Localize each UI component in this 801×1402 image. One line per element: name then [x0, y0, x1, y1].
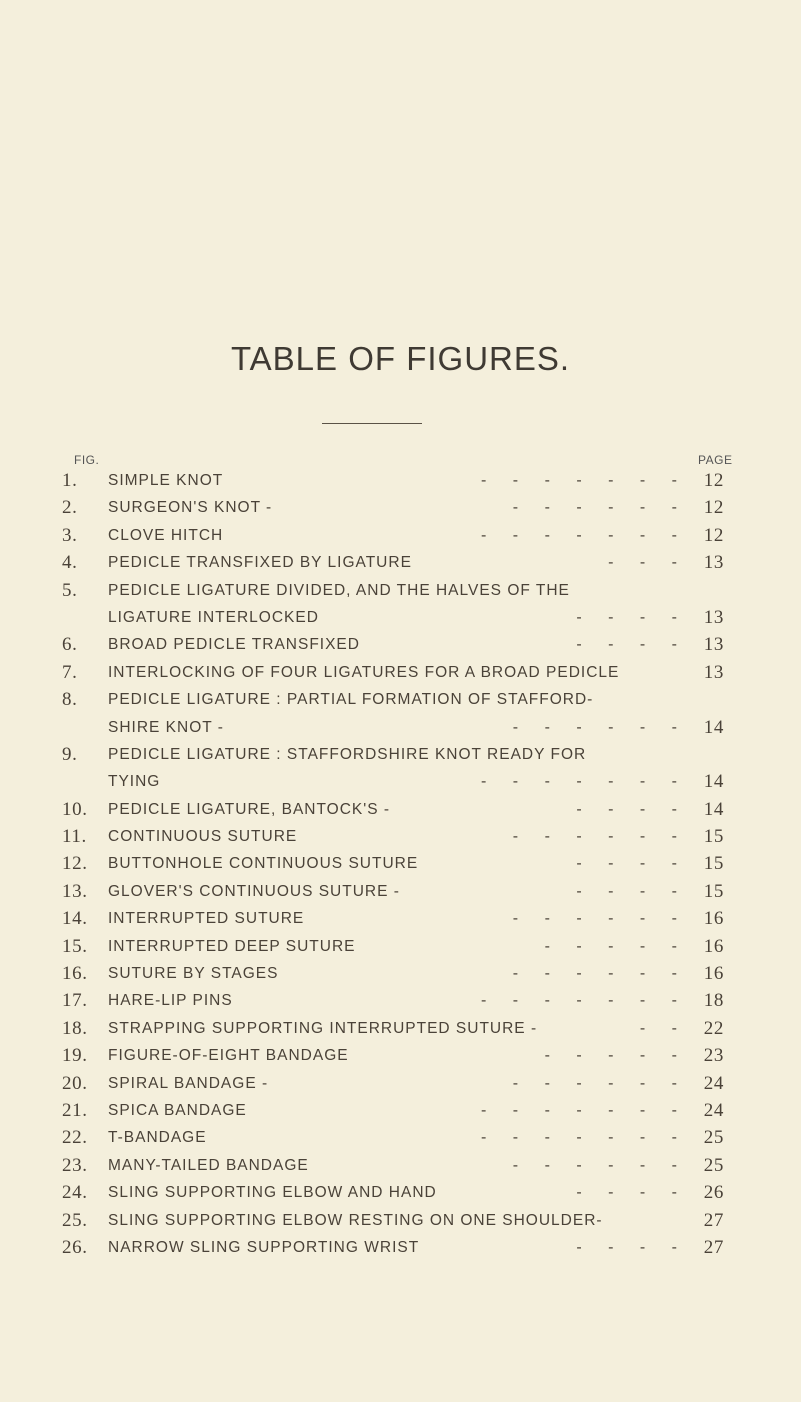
page-number: 18 [703, 990, 724, 1012]
figure-number: 21. [62, 1099, 88, 1121]
page-title: TABLE OF FIGURES. [230, 340, 571, 377]
page-number: 25 [703, 1154, 724, 1176]
figure-number: 9. [62, 743, 78, 765]
figure-caption: LIGATURE INTERLOCKED [108, 608, 319, 626]
figure-number: 13. [62, 880, 88, 902]
figure-caption: SURGEON'S KNOT - [108, 499, 273, 517]
page-number: 12 [703, 470, 724, 491]
dot-leader: - - - - - - [512, 965, 677, 983]
page-number: 14 [703, 798, 724, 820]
dot-leader: - - [639, 1019, 677, 1037]
figure-caption: MANY-TAILED BANDAGE [108, 1156, 309, 1174]
figure-caption: SIMPLE KNOT [108, 472, 224, 489]
page-number: 12 [703, 524, 724, 546]
dot-leader: - - - - - [544, 937, 677, 955]
figure-entry-line [0, 604, 801, 631]
figure-number: 3. [62, 524, 78, 546]
figure-entry-line [0, 522, 801, 549]
dot-leader: - - - - - - [512, 1156, 677, 1174]
page-number: 27 [703, 1236, 724, 1258]
figure-caption: HARE-LIP PINS [108, 992, 233, 1010]
figure-entry-line [0, 549, 801, 576]
figure-number: 1. [62, 470, 78, 491]
figure-number: 15. [62, 935, 88, 957]
figure-caption: SLING SUPPORTING ELBOW RESTING ON ONE SHOULDER- [108, 1211, 603, 1229]
figure-number: 14. [62, 908, 88, 930]
figure-number: 22. [62, 1127, 88, 1149]
figure-caption: PEDICLE LIGATURE : STAFFORDSHIRE KNOT READY FOR [108, 745, 587, 763]
page-number: 24 [703, 1099, 724, 1121]
page-number: 14 [703, 771, 724, 793]
figure-number: 23. [62, 1154, 88, 1176]
figure-entry-line [0, 796, 801, 823]
figure-caption: PEDICLE LIGATURE, BANTOCK'S - [108, 800, 391, 818]
dot-leader: - - - - - - [512, 718, 677, 736]
dot-leader: - - - - [576, 608, 677, 626]
dot-leader: - - - - - [544, 1047, 677, 1065]
figure-caption: PEDICLE LIGATURE : PARTIAL FORMATION OF STAFFORD- [108, 691, 594, 709]
figure-caption: PEDICLE TRANSFIXED BY LIGATURE [108, 554, 412, 572]
figure-caption: SLING SUPPORTING ELBOW AND HAND [108, 1184, 437, 1202]
page-number: 23 [703, 1045, 724, 1067]
dot-leader: - - - - [576, 1238, 677, 1256]
page-number: 27 [703, 1209, 724, 1231]
dot-leader: - - - - - - - [481, 1129, 677, 1147]
figure-caption: BROAD PEDICLE TRANSFIXED [108, 636, 360, 654]
dot-leader: - - - [608, 554, 677, 572]
figure-entry-line [0, 1042, 801, 1069]
figure-entry-line [0, 768, 801, 795]
figure-entry-line [0, 960, 801, 987]
figure-entry-line [0, 1124, 801, 1151]
dot-leader: - - - - - - [512, 499, 677, 517]
figure-number: 11. [62, 826, 87, 848]
figure-number: 26. [62, 1236, 88, 1258]
figure-entry-line [0, 987, 801, 1014]
figure-caption: BUTTONHOLE CONTINUOUS SUTURE [108, 855, 419, 873]
figure-entry-line [0, 823, 801, 850]
figure-entry-line [0, 741, 801, 768]
figure-entry-line [0, 631, 801, 658]
figure-entry-line [0, 1234, 801, 1261]
dot-leader: - - - - [576, 800, 677, 818]
fig-column-header: FIG. [74, 453, 100, 467]
figure-entry-line [0, 850, 801, 877]
figure-entry-line [0, 467, 801, 494]
page-number: 13 [703, 661, 724, 683]
page-number: 15 [703, 853, 724, 875]
figure-entry-line [0, 1097, 801, 1124]
page-number: 16 [703, 908, 724, 930]
figure-entry-line [0, 1015, 801, 1042]
figure-entry-line [0, 1070, 801, 1097]
figure-number: 16. [62, 963, 88, 985]
dot-leader: - - - - - - - [481, 992, 677, 1010]
figure-caption: STRAPPING SUPPORTING INTERRUPTED SUTURE - [108, 1019, 538, 1037]
figure-number: 5. [62, 579, 78, 601]
figure-caption: FIGURE-OF-EIGHT BANDAGE [108, 1047, 349, 1065]
figure-entry-line [0, 686, 801, 713]
page-number: 13 [703, 606, 724, 628]
dot-leader: - - - - [576, 636, 677, 654]
page-number: 12 [703, 497, 724, 519]
figure-number: 17. [62, 990, 88, 1012]
dot-leader: - - - - - - - [481, 1101, 677, 1119]
figure-caption: CLOVE HITCH [108, 526, 224, 544]
figure-entry-line [0, 577, 801, 604]
figure-caption: SHIRE KNOT - [108, 718, 224, 736]
page-number: 25 [703, 1127, 724, 1149]
figure-number: 20. [62, 1072, 88, 1094]
figure-caption: TYING [108, 773, 161, 791]
figure-entry-line [0, 878, 801, 905]
page-number: 13 [703, 552, 724, 574]
figure-number: 2. [62, 497, 78, 519]
dot-leader: - - - - [576, 855, 677, 873]
page-number: 14 [703, 716, 724, 738]
dot-leader: - - - - [576, 1184, 677, 1202]
dot-leader: - - - - - - - [481, 773, 677, 791]
figure-caption: CONTINUOUS SUTURE [108, 828, 298, 846]
dot-leader: - - - - - - - [481, 526, 677, 544]
page-number: 15 [703, 880, 724, 902]
figure-number: 10. [62, 798, 88, 820]
figure-caption: T-BANDAGE [108, 1129, 207, 1147]
page-number: 15 [703, 826, 724, 848]
dot-leader: - - - - - - [512, 910, 677, 928]
figure-entry-line [0, 714, 801, 741]
page-number: 24 [703, 1072, 724, 1094]
page-number: 16 [703, 963, 724, 985]
title-rule [322, 423, 422, 424]
figure-entry-line [0, 1207, 801, 1234]
figure-entry-line [0, 659, 801, 686]
figure-caption: INTERRUPTED SUTURE [108, 910, 305, 928]
page-number: 26 [703, 1182, 724, 1204]
figure-number: 18. [62, 1017, 88, 1039]
figure-caption: INTERLOCKING OF FOUR LIGATURES FOR A BROAD PEDICLE [108, 663, 620, 681]
figure-entry-line [0, 1152, 801, 1179]
figure-caption: SUTURE BY STAGES [108, 965, 279, 983]
page-number: 16 [703, 935, 724, 957]
figure-number: 25. [62, 1209, 88, 1231]
figure-caption: PEDICLE LIGATURE DIVIDED, AND THE HALVES OF THE [108, 581, 570, 599]
figure-caption: INTERRUPTED DEEP SUTURE [108, 937, 356, 955]
page-number: 13 [703, 634, 724, 656]
figure-caption: GLOVER'S CONTINUOUS SUTURE - [108, 882, 400, 900]
figure-number: 6. [62, 634, 78, 656]
figure-entry-line [0, 905, 801, 932]
figure-list [0, 467, 801, 1261]
dot-leader: - - - - - - [512, 828, 677, 846]
figure-entry-line [0, 494, 801, 521]
figure-caption: SPICA BANDAGE [108, 1101, 247, 1119]
figure-caption: SPIRAL BANDAGE - [108, 1074, 269, 1092]
page-column-header: PAGE [698, 453, 733, 467]
figure-number: 19. [62, 1045, 88, 1067]
figure-number: 8. [62, 689, 78, 711]
page-number: 22 [703, 1017, 724, 1039]
figure-entry-line [0, 933, 801, 960]
figure-caption: NARROW SLING SUPPORTING WRIST [108, 1238, 420, 1256]
figure-entry-line [0, 1179, 801, 1206]
dot-leader: - - - - - - [512, 1074, 677, 1092]
figure-number: 12. [62, 853, 88, 875]
dot-leader: - - - - [576, 882, 677, 900]
figure-number: 7. [62, 661, 78, 683]
dot-leader: - - - - - - - [481, 472, 677, 489]
figure-number: 4. [62, 552, 78, 574]
figure-number: 24. [62, 1182, 88, 1204]
